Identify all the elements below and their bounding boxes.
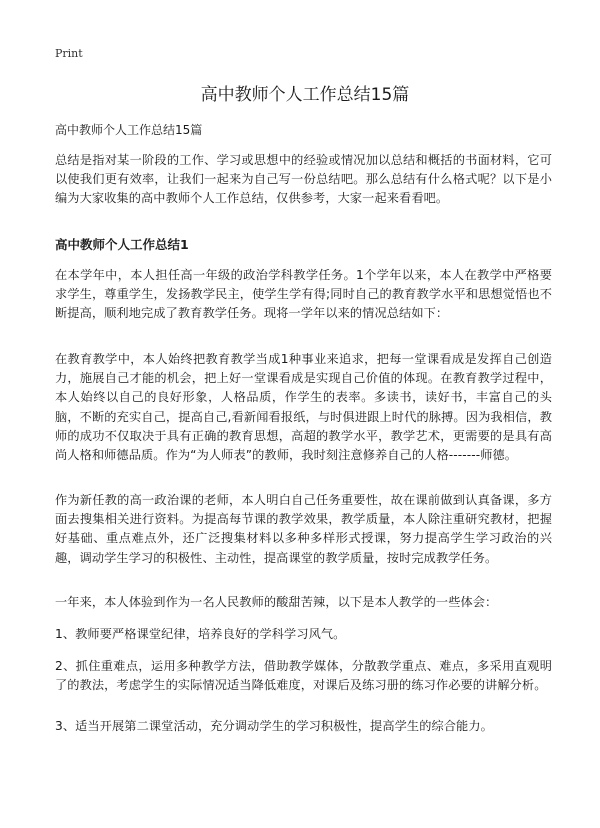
body-paragraph: 作为新任教的高一政治课的老师，本人明白自己任务重要性，故在课前做到认真备课，多方面去搜集相关进行资料。为提高每节课的教学效果，教学质量，本人除注重研究教材，把握好基础、重点难点外，还广泛搜集材料以多种多样形式授课，努力提高学生学习政治的兴趣，调动学生学习的积极性、主动性，提高课堂的教学质量，按时完成教学任务。 [55, 493, 552, 565]
document-subtitle: 高中教师个人工作总结15篇 [55, 123, 203, 137]
body-paragraph: 在教育教学中，本人始终把教育教学当成1种事业来追求，把每一堂课看成是发挥自己创造力，施展自己才能的机会，把上好一堂课看成是实现自己价值的体现。在教育教学过程中，本人始终以自己的良好形象，人格品质，作学生的表率。多读书，读好书，丰富自己的头脑，不断的充实自己，提高自己,看新闻看报纸，与时俱进跟上时代的脉搏。因为我相信，教师的成功不仅取决于具有正确的教育思想，高超的教学水平，教学艺术，更需要的是具有高尚人格和师德品质。作为“为人师表”的教师，我时刻注意修养自己的人格-------师德。 [55, 352, 552, 463]
section-heading: 高中教师个人工作总结1 [55, 237, 189, 252]
intro-paragraph: 总结是指对某一阶段的工作、学习或思想中的经验或情况加以总结和概括的书面材料，它可以使我们更有效率，让我们一起来为自己写一份总结吧。那么总结有什么格式呢？以下是小编为大家收集的高中教师个人工作总结，仅供参考，大家一起来看看吧。 [55, 153, 552, 206]
body-paragraph: 在本学年中，本人担任高一年级的政治学科教学任务。1个学年以来，本人在教学中严格要求学生，尊重学生，发扬教学民主，使学生学有得;同时自己的教育教学水平和思想觉悟也不断提高，顺利地完成了教育教学任务。现将一学年以来的情况总结如下： [55, 268, 552, 321]
list-item: 2、抓住重难点，运用多种教学方法，借助教学媒体，分散教学重点、难点，多采用直观明了的教法，考虑学生的实际情况适当降低难度，对课后及练习册的练习作必要的讲解分析。 [55, 659, 552, 693]
list-item: 1、教师要严格课堂纪律，培养良好的学科学习风气。 [55, 627, 346, 641]
body-paragraph: 一年来，本人体验到作为一名人民教师的酸甜苦辣，以下是本人教学的一些体会： [55, 595, 498, 609]
document-title: 高中教师个人工作总结15篇 [200, 85, 410, 105]
list-item: 3、适当开展第二课堂活动，充分调动学生的学习积极性，提高学生的综合能力。 [55, 719, 493, 733]
print-label: Print [55, 47, 83, 60]
